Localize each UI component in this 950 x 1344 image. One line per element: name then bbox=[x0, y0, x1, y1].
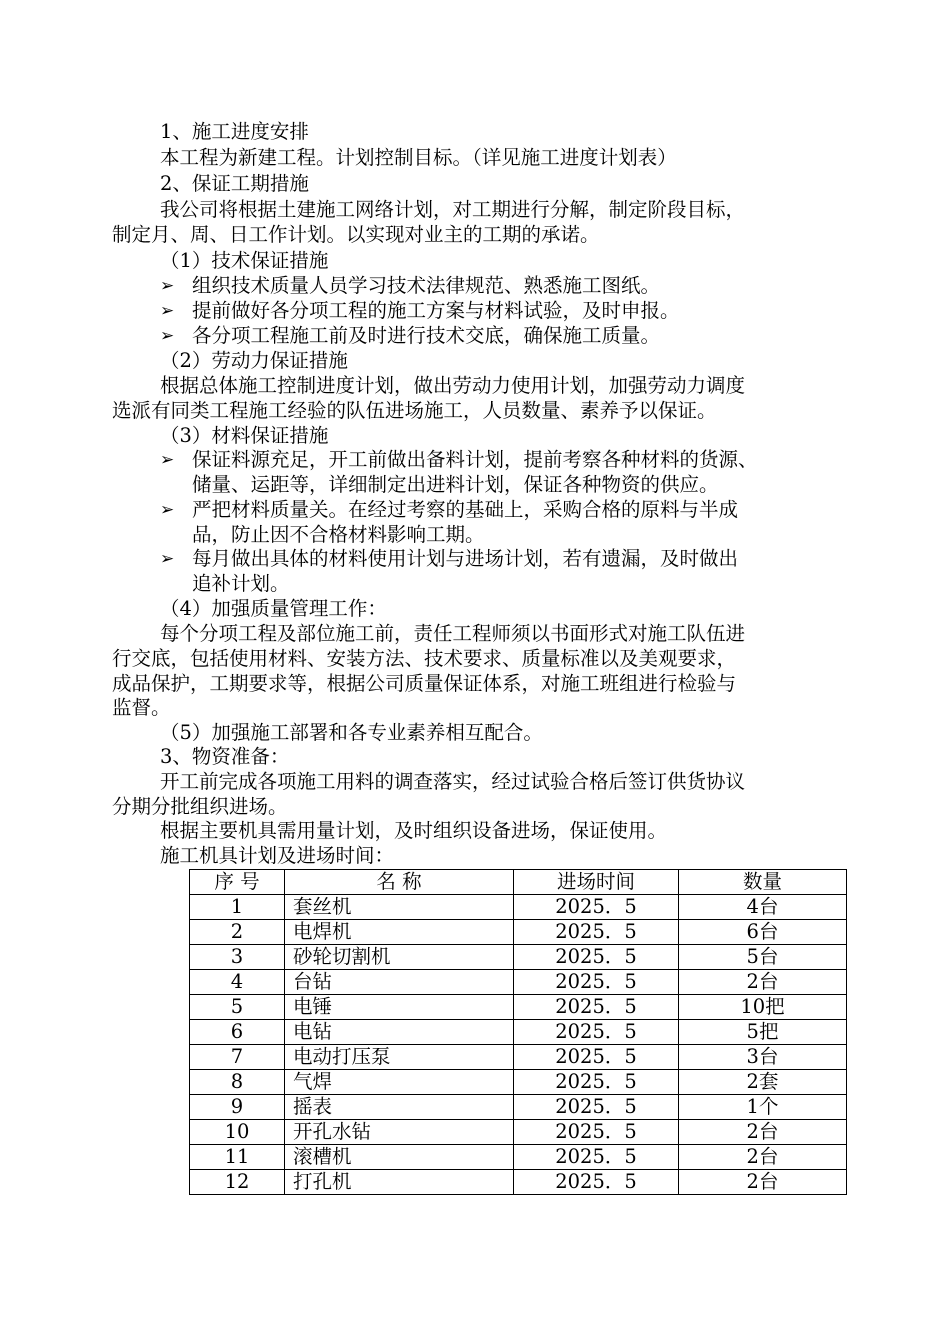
table-row bbox=[190, 1070, 847, 1095]
cell-name: 摇表 bbox=[285, 1095, 514, 1120]
header-entry-time: 进场时间 bbox=[514, 870, 679, 895]
cell-number: 8 bbox=[190, 1070, 285, 1095]
header-quantity: 数量 bbox=[679, 870, 847, 895]
labor-text-line: 根据总体施工控制进度计划，做出劳动力使用计划，加强劳动力调度 bbox=[160, 374, 746, 397]
table-header-row bbox=[190, 870, 847, 895]
table-row bbox=[190, 1045, 847, 1070]
bullet-arrow-icon: ➢ bbox=[160, 301, 175, 321]
table-row bbox=[190, 945, 847, 970]
cell-name: 电钻 bbox=[285, 1020, 514, 1045]
coordination-heading: （5）加强施工部署和各专业素养相互配合。 bbox=[160, 721, 543, 744]
cell-name: 套丝机 bbox=[285, 895, 514, 920]
cell-quantity: 4台 bbox=[679, 895, 847, 920]
tech-measure-item: 组织技术质量人员学习技术法律规范、熟悉施工图纸。 bbox=[192, 274, 661, 297]
cell-quantity: 2台 bbox=[679, 1120, 847, 1145]
cell-entry-time: 2025．5 bbox=[514, 1070, 679, 1095]
section-3-text-line: 开工前完成各项施工用料的调查落实，经过试验合格后签订供货协议 bbox=[160, 770, 746, 793]
equipment-table bbox=[189, 869, 847, 1195]
material-item-line: 储量、运距等，详细制定出进料计划，保证各种物资的供应。 bbox=[192, 473, 719, 496]
cell-entry-time: 2025．5 bbox=[514, 995, 679, 1020]
section-1-text: 本工程为新建工程。计划控制目标。（详见施工进度计划表） bbox=[160, 146, 677, 169]
cell-quantity: 2套 bbox=[679, 1070, 847, 1095]
labor-text-line: 选派有同类工程施工经验的队伍进场施工，人员数量、素养予以保证。 bbox=[112, 399, 717, 422]
cell-name: 打孔机 bbox=[285, 1170, 514, 1195]
bullet-arrow-icon: ➢ bbox=[160, 450, 175, 470]
cell-name: 电焊机 bbox=[285, 920, 514, 945]
bullet-arrow-icon: ➢ bbox=[160, 276, 175, 296]
tech-measure-item: 各分项工程施工前及时进行技术交底，确保施工质量。 bbox=[192, 324, 661, 347]
cell-name: 砂轮切割机 bbox=[285, 945, 514, 970]
cell-entry-time: 2025．5 bbox=[514, 1020, 679, 1045]
cell-quantity: 3台 bbox=[679, 1045, 847, 1070]
table-row bbox=[190, 1020, 847, 1045]
cell-quantity: 1个 bbox=[679, 1095, 847, 1120]
table-row bbox=[190, 970, 847, 995]
cell-entry-time: 2025．5 bbox=[514, 970, 679, 995]
cell-entry-time: 2025．5 bbox=[514, 1145, 679, 1170]
cell-number: 1 bbox=[190, 895, 285, 920]
material-item-line: 品，防止因不合格材料影响工期。 bbox=[192, 523, 485, 546]
cell-number: 6 bbox=[190, 1020, 285, 1045]
cell-number: 5 bbox=[190, 995, 285, 1020]
cell-entry-time: 2025．5 bbox=[514, 945, 679, 970]
header-number: 序 号 bbox=[190, 870, 285, 895]
material-item-line: 严把材料质量关。在经过考察的基础上，采购合格的原料与半成 bbox=[192, 498, 739, 521]
bullet-arrow-icon: ➢ bbox=[160, 549, 175, 569]
cell-quantity: 10把 bbox=[679, 995, 847, 1020]
bullet-arrow-icon: ➢ bbox=[160, 500, 175, 520]
table-row bbox=[190, 1095, 847, 1120]
table-row bbox=[190, 995, 847, 1020]
cell-entry-time: 2025．5 bbox=[514, 1120, 679, 1145]
table-row bbox=[190, 1170, 847, 1195]
labor-measures-heading: （2）劳动力保证措施 bbox=[160, 349, 348, 372]
cell-number: 10 bbox=[190, 1120, 285, 1145]
cell-name: 气焊 bbox=[285, 1070, 514, 1095]
cell-entry-time: 2025．5 bbox=[514, 1045, 679, 1070]
cell-number: 9 bbox=[190, 1095, 285, 1120]
cell-quantity: 2台 bbox=[679, 970, 847, 995]
table-row bbox=[190, 1120, 847, 1145]
cell-name: 台钻 bbox=[285, 970, 514, 995]
cell-quantity: 6台 bbox=[679, 920, 847, 945]
table-row bbox=[190, 920, 847, 945]
cell-quantity: 5把 bbox=[679, 1020, 847, 1045]
table-row bbox=[190, 1145, 847, 1170]
cell-quantity: 2台 bbox=[679, 1170, 847, 1195]
tech-measure-item: 提前做好各分项工程的施工方案与材料试验，及时申报。 bbox=[192, 299, 680, 322]
material-item-line: 追补计划。 bbox=[192, 572, 290, 595]
cell-name: 滚槽机 bbox=[285, 1145, 514, 1170]
cell-name: 开孔水钻 bbox=[285, 1120, 514, 1145]
cell-quantity: 2台 bbox=[679, 1145, 847, 1170]
section-3-text-line: 分期分批组织进场。 bbox=[112, 795, 288, 818]
quality-text-line: 每个分项工程及部位施工前，责任工程师须以书面形式对施工队伍进 bbox=[160, 622, 746, 645]
quality-text-line: 监督。 bbox=[112, 696, 171, 719]
quality-heading: （4）加强质量管理工作： bbox=[160, 597, 387, 620]
quality-text-line: 成品保护，工期要求等，根据公司质量保证体系，对施工班组进行检验与 bbox=[112, 672, 737, 695]
section-2-heading: 2、保证工期措施 bbox=[160, 172, 309, 195]
cell-quantity: 5台 bbox=[679, 945, 847, 970]
cell-number: 4 bbox=[190, 970, 285, 995]
tech-measures-heading: （1）技术保证措施 bbox=[160, 249, 329, 272]
cell-entry-time: 2025．5 bbox=[514, 920, 679, 945]
quality-text-line: 行交底，包括使用材料、安装方法、技术要求、质量标准以及美观要求， bbox=[112, 647, 737, 670]
table-caption: 施工机具计划及进场时间： bbox=[160, 844, 395, 867]
table-row bbox=[190, 895, 847, 920]
section-3-heading: 3、物资准备： bbox=[160, 745, 290, 768]
cell-number: 7 bbox=[190, 1045, 285, 1070]
section-1-heading: 1、施工进度安排 bbox=[160, 120, 309, 143]
section-2-text-line: 制定月、周、日工作计划。以实现对业主的工期的承诺。 bbox=[112, 223, 600, 246]
cell-number: 11 bbox=[190, 1145, 285, 1170]
cell-name: 电锤 bbox=[285, 995, 514, 1020]
material-measures-heading: （3）材料保证措施 bbox=[160, 424, 329, 447]
cell-entry-time: 2025．5 bbox=[514, 1170, 679, 1195]
cell-entry-time: 2025．5 bbox=[514, 1095, 679, 1120]
section-2-text-line: 我公司将根据土建施工网络计划，对工期进行分解，制定阶段目标， bbox=[160, 198, 746, 221]
bullet-arrow-icon: ➢ bbox=[160, 326, 175, 346]
cell-name: 电动打压泵 bbox=[285, 1045, 514, 1070]
section-3-text-line: 根据主要机具需用量计划，及时组织设备进场，保证使用。 bbox=[160, 819, 668, 842]
header-name: 名 称 bbox=[285, 870, 514, 895]
material-item-line: 保证料源充足，开工前做出备料计划，提前考察各种材料的货源、 bbox=[192, 448, 758, 471]
cell-number: 2 bbox=[190, 920, 285, 945]
material-item-line: 每月做出具体的材料使用计划与进场计划，若有遗漏，及时做出 bbox=[192, 547, 739, 570]
cell-entry-time: 2025．5 bbox=[514, 895, 679, 920]
cell-number: 12 bbox=[190, 1170, 285, 1195]
cell-number: 3 bbox=[190, 945, 285, 970]
